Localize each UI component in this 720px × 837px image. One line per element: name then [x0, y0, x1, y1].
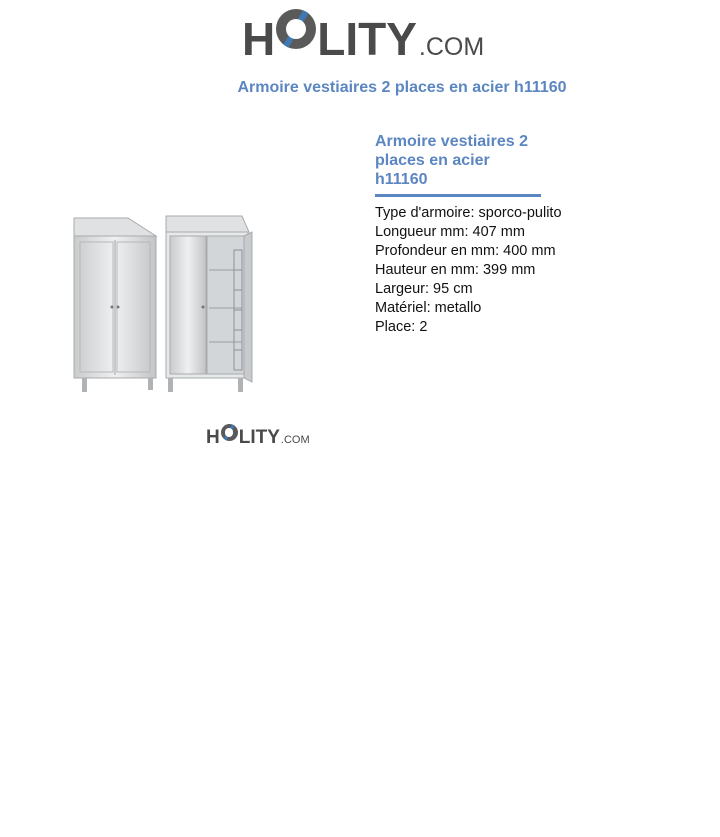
- logo-small-text-h: H: [206, 427, 220, 448]
- holity-logo-small: [206, 426, 310, 449]
- product-title-line: Armoire vestiaires 2: [375, 133, 528, 150]
- page-title: Armoire vestiaires 2 places en acier h11160: [237, 79, 567, 96]
- logo-text-h: H: [242, 13, 276, 65]
- logo-small-o-icon: [221, 424, 238, 441]
- logo-small-text-rest: LITY: [238, 427, 280, 448]
- holity-logo[interactable]: [242, 12, 484, 66]
- product-image: [70, 210, 260, 400]
- title-underline: [375, 194, 541, 197]
- logo-small-domain: .COM: [280, 434, 310, 446]
- spec-depth: Profondeur en mm: 400 mm: [375, 243, 556, 259]
- spec-list: [375, 204, 562, 337]
- spec-type: Type d'armoire: sporco-pulito: [375, 205, 562, 221]
- spec-material: Matériel: metallo: [375, 300, 482, 316]
- product-title-line: places en acier: [375, 152, 490, 169]
- logo-text-rest: LITY: [317, 13, 417, 65]
- logo-domain: .COM: [418, 33, 485, 61]
- spec-length: Longueur mm: 407 mm: [375, 224, 525, 240]
- spec-height: Hauteur en mm: 399 mm: [375, 262, 536, 278]
- spec-width: Largeur: 95 cm: [375, 281, 473, 297]
- logo-o-icon: [276, 9, 316, 49]
- product-title-line: h11160: [375, 171, 428, 188]
- spec-places: Place: 2: [375, 319, 428, 335]
- product-title: [375, 132, 545, 189]
